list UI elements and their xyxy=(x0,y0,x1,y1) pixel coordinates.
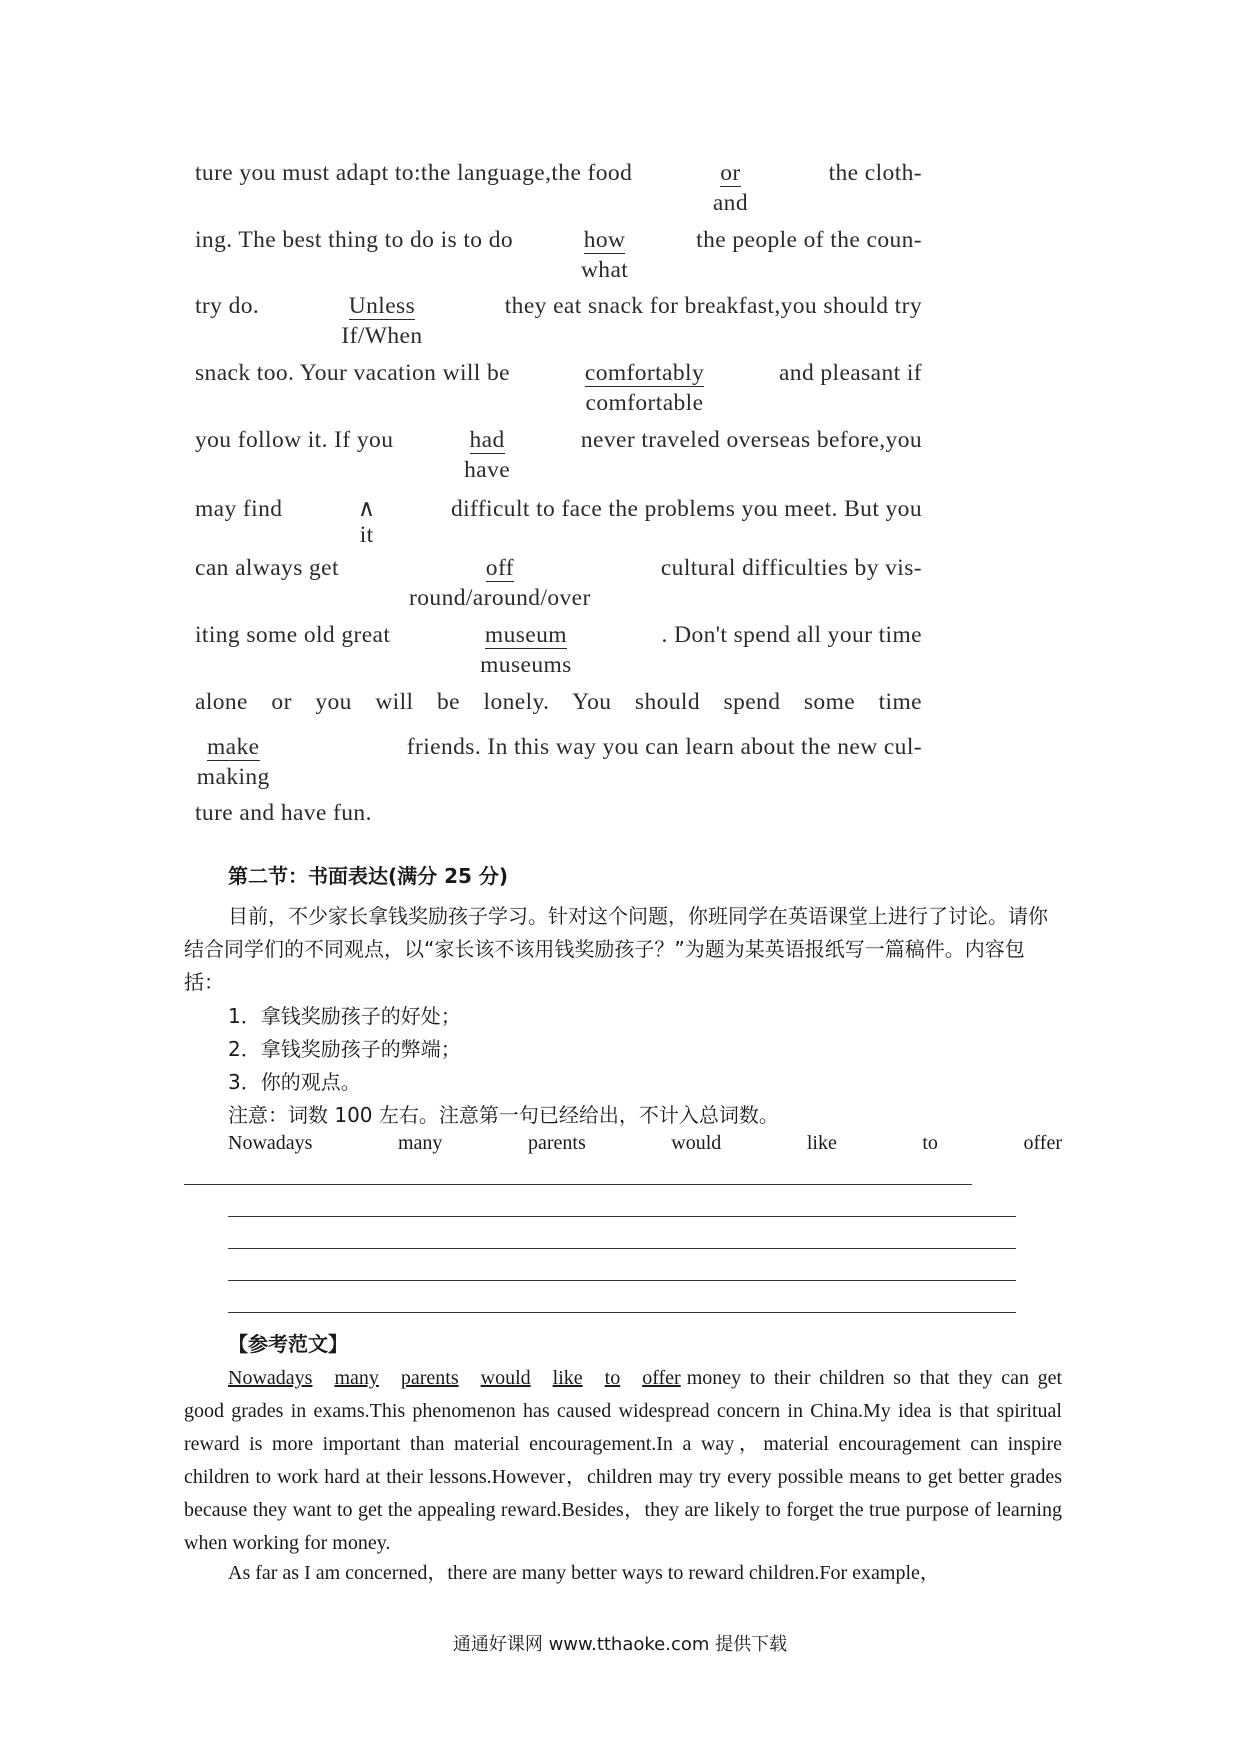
passage-line-1 xyxy=(195,160,922,216)
correction: what xyxy=(580,257,629,283)
task-item: 2．拿钱奖励孩子的弊端； xyxy=(228,1037,461,1061)
line-text: cultural difficulties by vis- xyxy=(660,555,922,581)
error-word: or and xyxy=(712,160,748,216)
line-text: they eat snack for breakfast,you should try xyxy=(504,293,922,319)
starter-word: offer xyxy=(1023,1132,1062,1154)
reference-paragraph-2 xyxy=(184,1557,1062,1590)
passage-line-2 xyxy=(195,227,922,283)
error-word: had have xyxy=(464,427,511,483)
error-word: make making xyxy=(196,734,270,790)
passage-line-11 xyxy=(195,800,922,830)
correction: it xyxy=(359,522,374,548)
passage-line-6 xyxy=(195,494,922,548)
passage-line-8 xyxy=(195,622,922,678)
passage-line-7 xyxy=(195,555,922,611)
starter-word: to xyxy=(922,1132,938,1154)
writing-line xyxy=(228,1248,1016,1249)
line-text: friends. In this way you can learn about the new cul- xyxy=(406,734,922,760)
error-word: Unless If/When xyxy=(341,293,423,349)
line-text: never traveled overseas before,you xyxy=(580,427,922,453)
writing-line xyxy=(228,1312,1016,1313)
line-text: try do. xyxy=(195,293,260,319)
correction: museums xyxy=(480,652,572,678)
passage-line-4 xyxy=(195,360,922,416)
line-text: the cloth- xyxy=(828,160,922,186)
section-heading: 第二节：书面表达(满分 25 分) xyxy=(228,864,509,888)
line-text: difficult to face the problems you meet. But you xyxy=(450,496,922,522)
line-text: may find xyxy=(195,496,283,522)
correction: making xyxy=(196,764,270,790)
starter-word: like xyxy=(806,1132,837,1154)
task-item: 3．你的观点。 xyxy=(228,1070,361,1094)
line-text: can always get xyxy=(195,555,339,581)
correction: comfortable xyxy=(585,390,704,416)
line-text: you follow it. If you xyxy=(195,427,394,453)
error-word: museum museums xyxy=(480,622,572,678)
line-text: iting some old great xyxy=(195,622,391,648)
correction: have xyxy=(464,457,511,483)
line-text: . Don't spend all your time xyxy=(661,622,922,648)
error-word: off round/around/over xyxy=(409,555,591,611)
task-item: 1．拿钱奖励孩子的好处； xyxy=(228,1004,461,1028)
passage-line-10 xyxy=(195,734,922,790)
starter-word: parents xyxy=(527,1132,586,1154)
writing-line xyxy=(228,1280,1016,1281)
line-text: the people of the coun- xyxy=(696,227,922,253)
writing-line xyxy=(184,1184,972,1185)
passage-line-3 xyxy=(195,293,922,349)
passage-line-9 xyxy=(195,689,922,719)
reference-text: money to their children so that they can get good grades in exams.This phenomenon has caused widespread concern in China.My idea is that spiritual reward is more important than material encouragement.In a way，material encouragement can inspire children to work hard at their lessons.However，children may try every possible means to get better grades because they want to get the appealing reward.Besides，they are likely to forget the true purpose of learning when working for money. xyxy=(184,1367,1062,1554)
task-intro: 目前，不少家长拿钱奖励孩子学习。针对这个问题，你班同学在英语课堂上进行了讨论。请你结合同学们的不同观点，以“家长该不该用钱奖励孩子？”为题为某英语报纸写一篇稿件。内容包括： xyxy=(184,904,1048,994)
reference-underlined-start: Nowadays many parents would like to offer xyxy=(228,1367,681,1389)
correction: If/When xyxy=(341,323,423,349)
starter-word: Nowadays xyxy=(228,1132,313,1154)
correction: and xyxy=(712,190,748,216)
passage-line-5 xyxy=(195,427,922,483)
starter-word: would xyxy=(671,1132,722,1154)
reference-text: As far as I am concerned，there are many better ways to reward children.For example， xyxy=(228,1562,940,1584)
line-text: ing. The best thing to do is to do xyxy=(195,227,514,253)
reference-title: 【参考范文】 xyxy=(228,1332,348,1356)
starter-sentence xyxy=(228,1132,1062,1162)
line-text: ture and have fun. xyxy=(195,800,372,826)
starter-word: many xyxy=(397,1132,443,1154)
writing-line xyxy=(228,1216,1016,1217)
insertion-mark: ∧ it xyxy=(357,496,376,548)
error-word: how what xyxy=(580,227,629,283)
error-word: comfortably comfortable xyxy=(584,360,705,416)
line-text: ture you must adapt to:the language,the food xyxy=(195,160,633,186)
page-footer: 通通好课网 www.tthaoke.com 提供下载 xyxy=(452,1634,788,1655)
line-text: alone or you will be lonely. You should spend some time xyxy=(195,689,922,715)
line-text: and pleasant if xyxy=(778,360,922,386)
reference-paragraph-1 xyxy=(184,1362,1062,1560)
task-note: 注意：词数 100 左右。注意第一句已经给出，不计入总词数。 xyxy=(228,1103,779,1127)
correction: round/around/over xyxy=(409,585,591,611)
line-text: snack too. Your vacation will be xyxy=(195,360,510,386)
